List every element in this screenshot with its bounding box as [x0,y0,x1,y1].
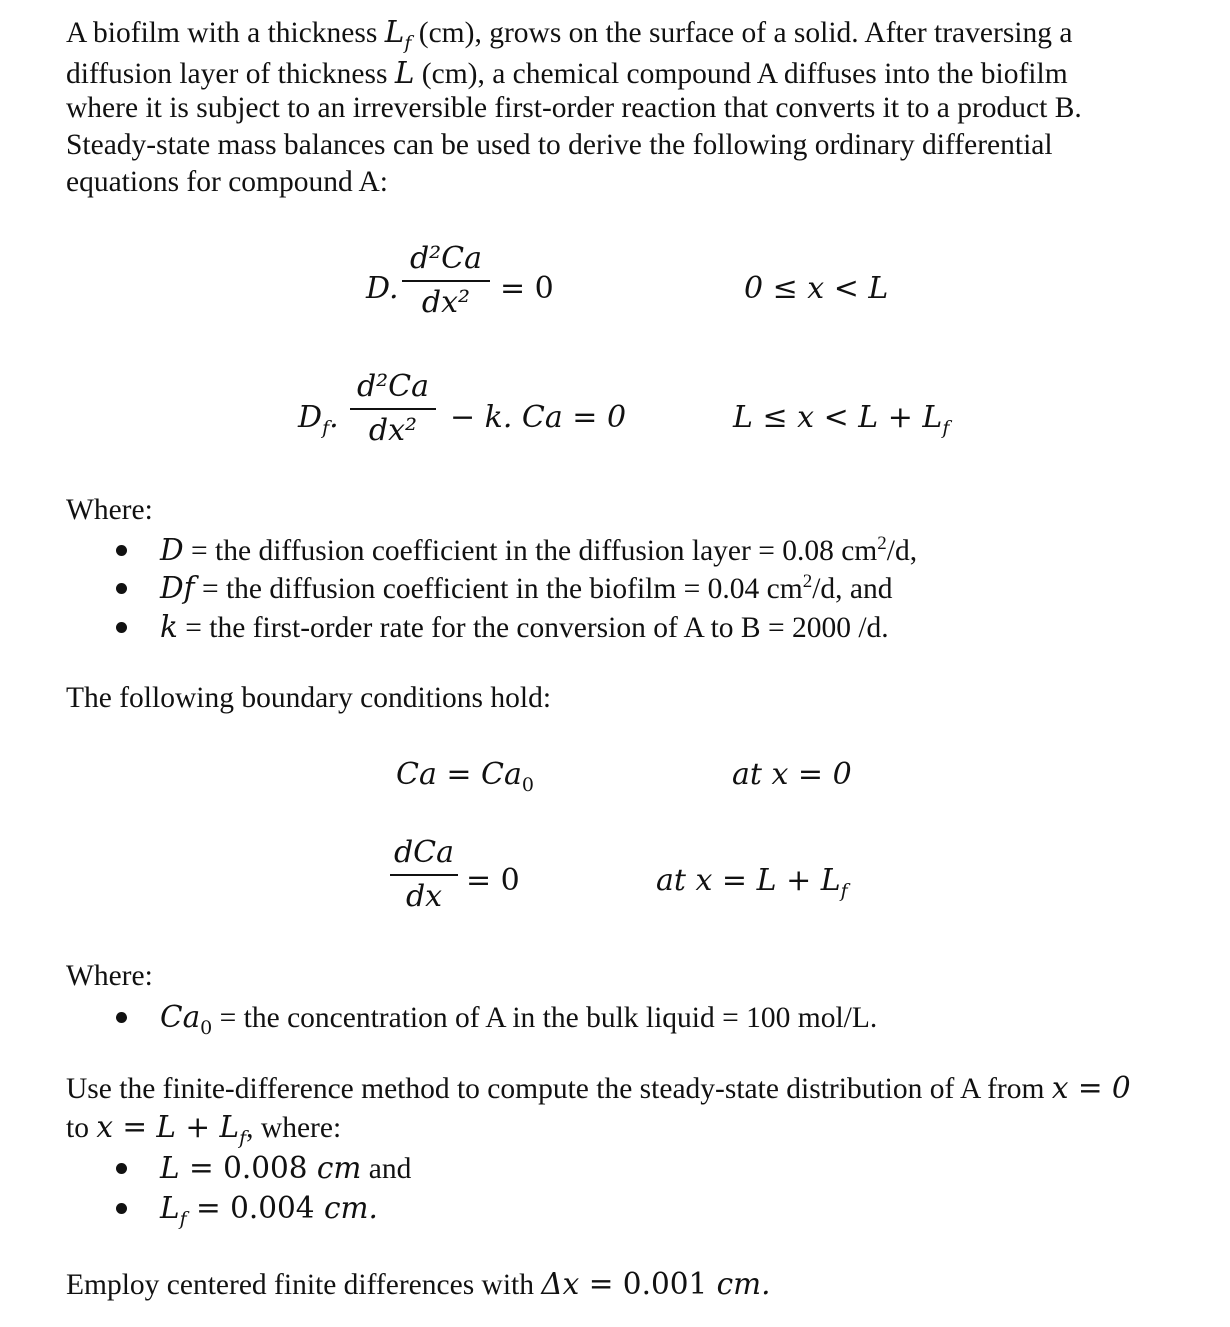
task-line-2: to $x = L + L_f$, where: [66,1110,342,1149]
bullet [116,622,127,633]
bullet [116,1203,127,1214]
bc2-at: at $x = L + L_f$ [656,863,848,902]
intro-line-4: Steady-state mass balances can be used to derive the following ordinary differential [66,129,1053,161]
intro-line-2: diffusion layer of thickness L (cm), a chemical compound A diffuses into the biofilm [66,56,1068,90]
where1-item-df: Df = the diffusion coefficient in the biofilm = 0.04 $cm^2/d$, and [160,571,893,605]
where1-item-d: D = the diffusion coefficient in the diffusion layer = 0.08 $cm^2/d$, [160,533,918,567]
eq1-domain: 0 ≤ x < L [744,271,889,306]
eq1-fraction: d²Ca dx² [402,244,490,318]
boundary-heading: The following boundary conditions hold: [66,682,552,714]
eq2-domain: $L \le x < L + L_f$ [733,400,950,439]
eq1-rhs: = 0 [500,271,554,306]
where-label-2: Where: [66,960,153,992]
task-item-lf: $L_f = 0.004$ cm. [160,1191,378,1230]
where1-item-k: k = the first-order rate for the conversion of A to B = 2000 /d. [160,610,889,644]
lf-symbol: L [384,15,405,49]
bullet [116,545,127,556]
task-item-l: L = 0.008 cm and [160,1151,412,1185]
where-label-1: Where: [66,494,153,526]
bullet [116,1012,127,1023]
eq2-fraction: d²Ca dx² [350,372,436,446]
task-line-1: Use the finite-difference method to compute the steady-state distribution of A from x = 0 [66,1071,1131,1105]
intro-line-1: A biofilm with a thickness $L_f$ (cm), grows on the surface of a solid. After traversing a [66,15,1073,54]
intro-line-3: where it is subject to an irreversible first-order reaction that converts it to a product B. [66,92,1082,124]
eq2-rhs: − k. Ca = 0 [450,400,627,435]
intro-line-5: equations for compound A: [66,166,388,198]
bullet [116,1163,127,1174]
where2-item-ca0: $Ca_0$ = the concentration of A in the bulk liquid = 100 mol/L. [160,1000,878,1039]
bc2-fraction: dCa dx [390,838,458,912]
final-line: Employ centered finite differences with Δx = 0.001 cm. [66,1267,771,1301]
eq1-coefficient: D. [366,271,399,306]
bc1-at: at x = 0 [732,757,852,792]
bc2-rhs: = 0 [466,863,520,898]
bullet [116,583,127,594]
eq2-coefficient: $D_f$. [298,400,339,439]
bc1-lhs: $Ca = Ca_0$ [396,757,534,796]
